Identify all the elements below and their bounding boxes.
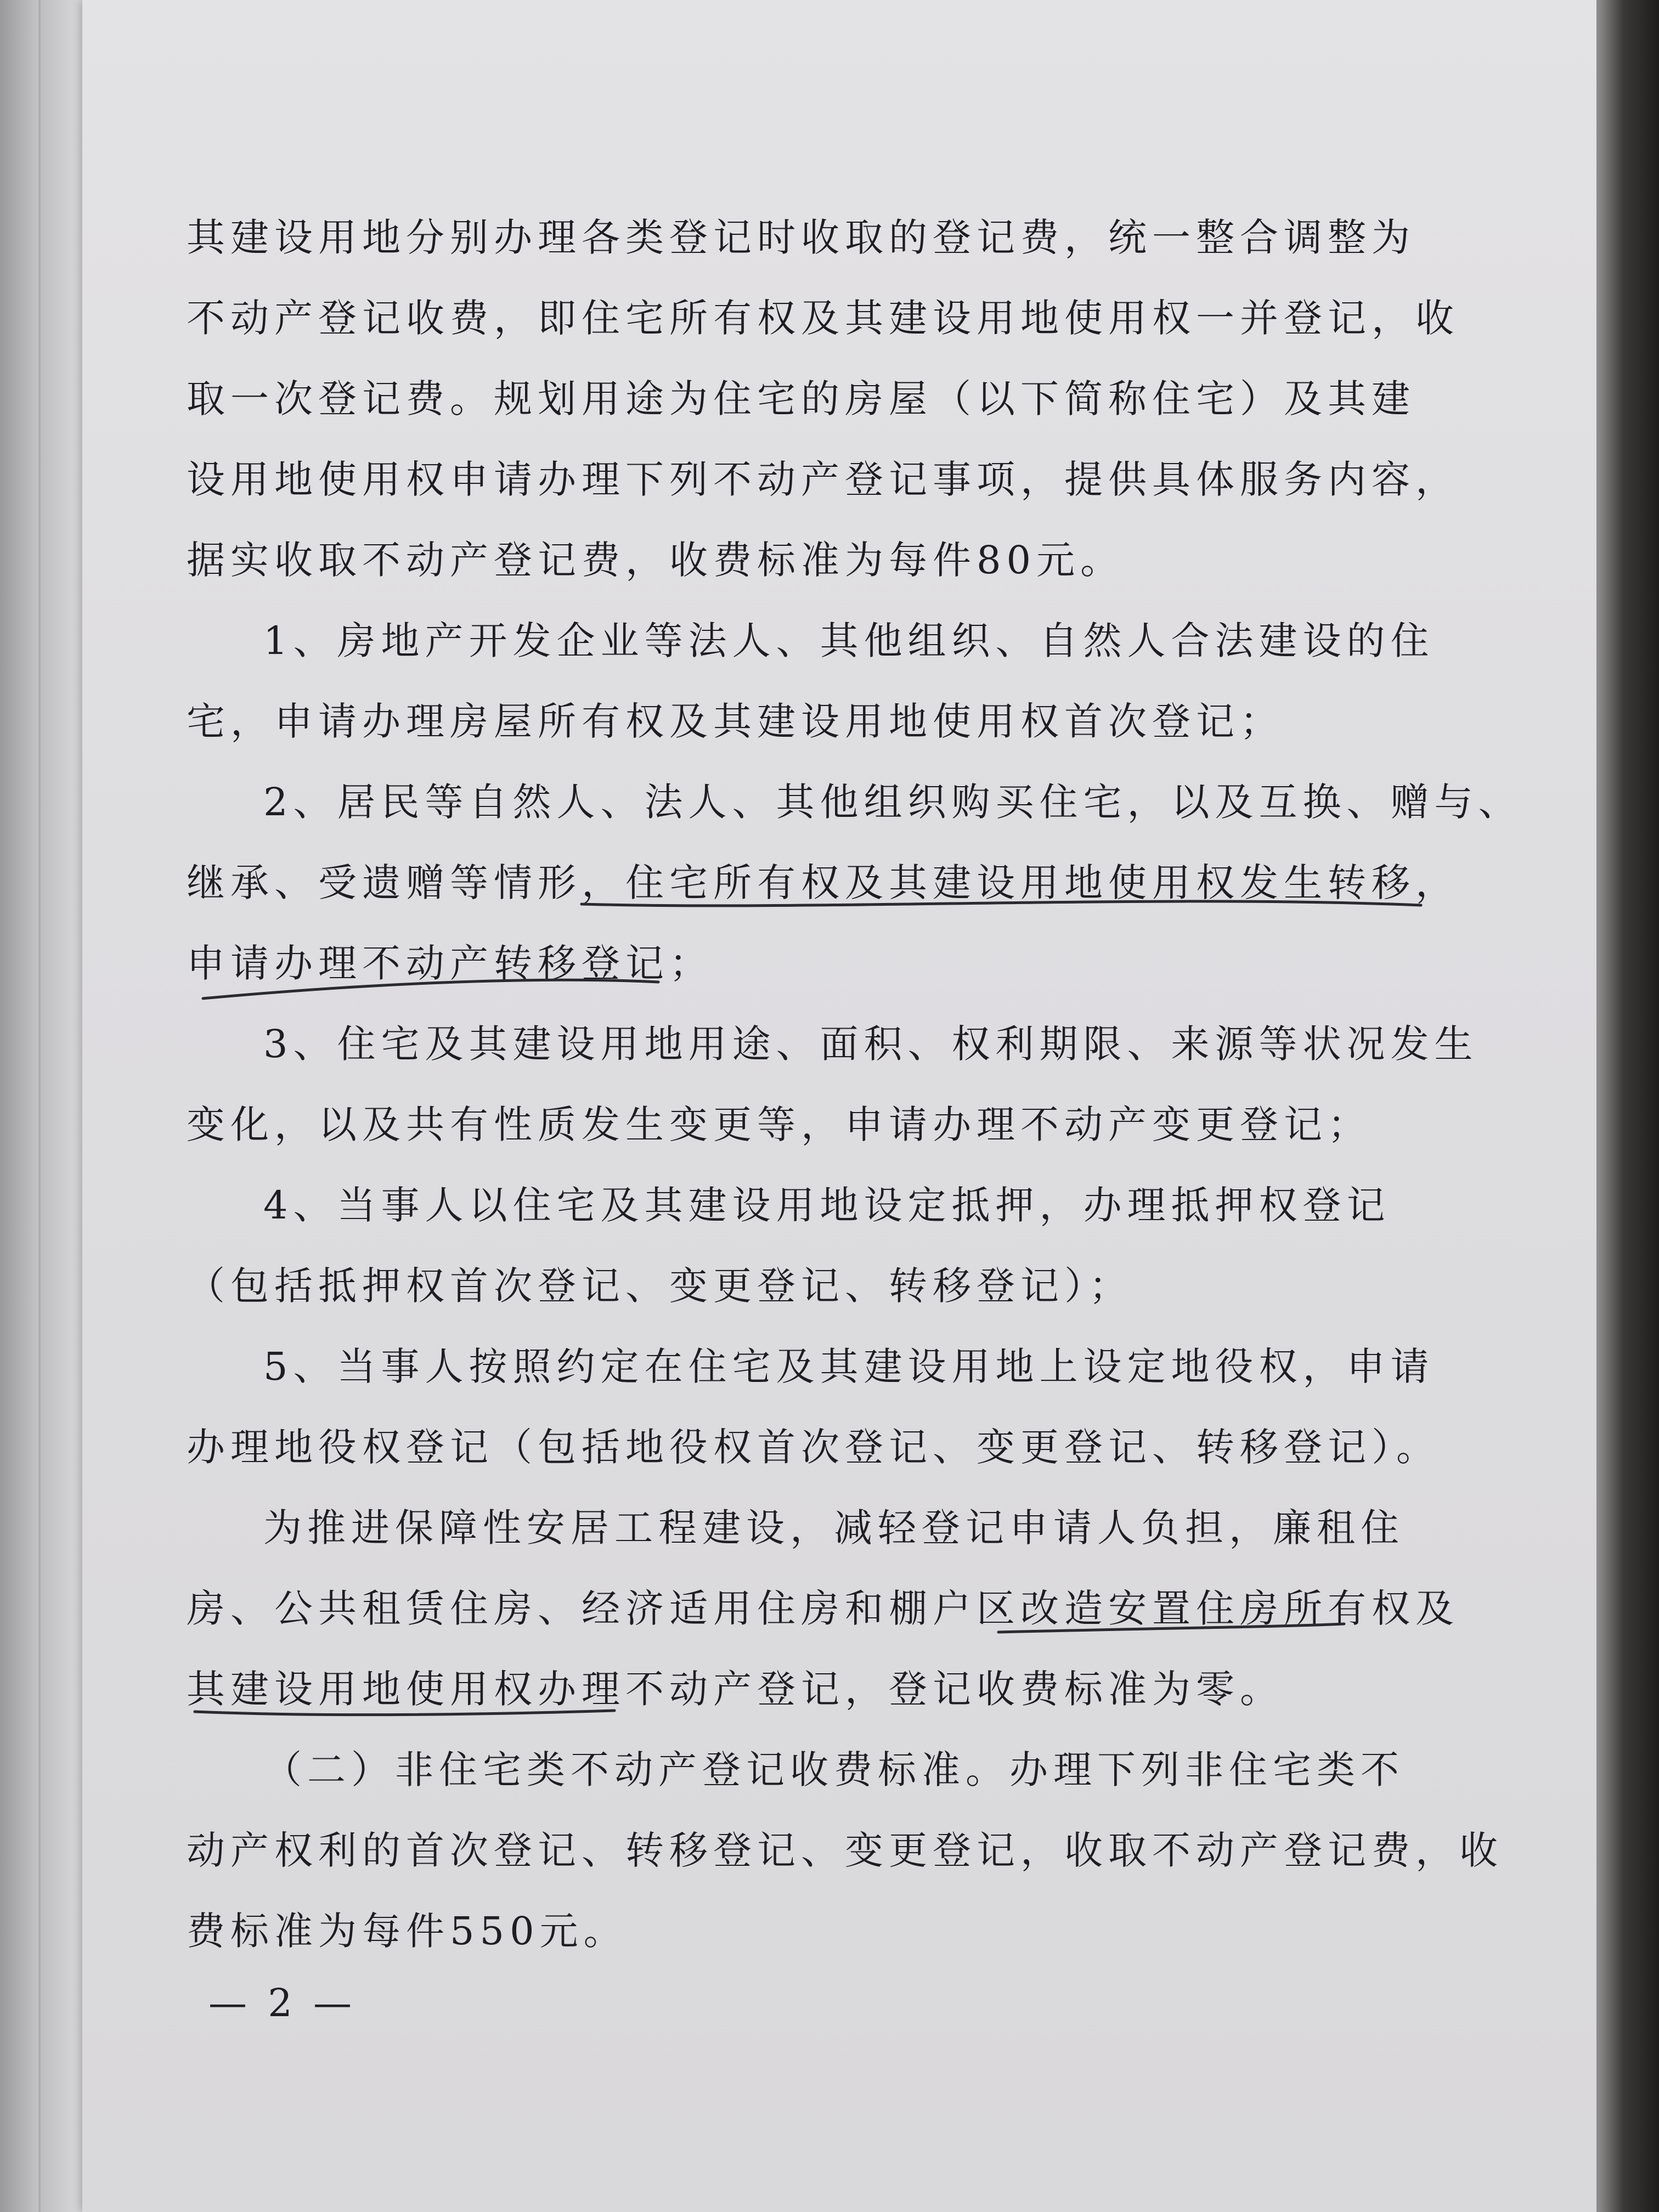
text-line: （二）非住宅类不动产登记收费标准。办理下列非住宅类不 [263, 1747, 1404, 1792]
text-line: 其建设用地使用权办理不动产登记，登记收费标准为零。 [187, 1667, 1284, 1712]
paragraph-item-4 [187, 1165, 1415, 1327]
paragraph-item-5 [187, 1327, 1440, 1488]
text-line: 宅，申请办理房屋所有权及其建设用地使用权首次登记； [187, 699, 1284, 744]
text-line: 3、住宅及其建设用地用途、面积、权利期限、来源等状况发生 [263, 1022, 1479, 1066]
paragraph-non-residential [187, 1730, 1503, 1972]
text-line: 办理地役权登记（包括地役权首次登记、变更登记、转移登记）。 [187, 1425, 1440, 1470]
text-line: 设用地使用权申请办理下列不动产登记事项，提供具体服务内容， [187, 457, 1459, 502]
paragraph-affordable-housing [187, 1488, 1459, 1730]
text-line: 房、公共租赁住房、经济适用住房和棚户区改造安置住房所有权及 [187, 1586, 1459, 1631]
text-line: 为推进保障性安居工程建设，减轻登记申请人负担，廉租住 [263, 1505, 1404, 1550]
text-line: 2、居民等自然人、法人、其他组织购买住宅，以及互换、赠与、 [263, 780, 1522, 825]
text-line: 继承、受遗赠等情形，住宅所有权及其建设用地使用权发生转移， [187, 860, 1459, 905]
text-line: 5、当事人按照约定在住宅及其建设用地上设定地役权，申请 [263, 1344, 1435, 1389]
paragraph [187, 198, 1459, 601]
text-line: （包括抵押权首次登记、变更登记、转移登记）； [187, 1263, 1133, 1308]
text-line: 据实收取不动产登记费，收费标准为每件80元。 [187, 538, 1125, 583]
text-line: 其建设用地分别办理各类登记时收取的登记费，统一整合调整为 [187, 215, 1415, 260]
underlying-page-edge [0, 0, 41, 2212]
text-line: 申请办理不动产转移登记； [187, 941, 713, 986]
text-line: 1、房地产开发企业等法人、其他组织、自然人合法建设的住 [263, 618, 1435, 663]
paragraph-item-3 [187, 1004, 1479, 1165]
paragraph-item-2 [187, 762, 1522, 1004]
document-body [187, 198, 1522, 1972]
text-line: 变化，以及共有性质发生变更等，申请办理不动产变更登记； [187, 1102, 1372, 1147]
page-number: — 2 — [208, 1980, 357, 2025]
text-line: 不动产登记收费，即住宅所有权及其建设用地使用权一并登记，收 [187, 296, 1459, 341]
text-line: 4、当事人以住宅及其建设用地设定抵押，办理抵押权登记 [263, 1183, 1391, 1228]
text-line: 取一次登记费。规划用途为住宅的房屋（以下简称住宅）及其建 [187, 376, 1415, 421]
paragraph-item-1 [187, 601, 1435, 762]
text-line: 费标准为每件550元。 [187, 1909, 628, 1954]
text-line: 动产权利的首次登记、转移登记、变更登记，收取不动产登记费，收 [187, 1828, 1503, 1873]
